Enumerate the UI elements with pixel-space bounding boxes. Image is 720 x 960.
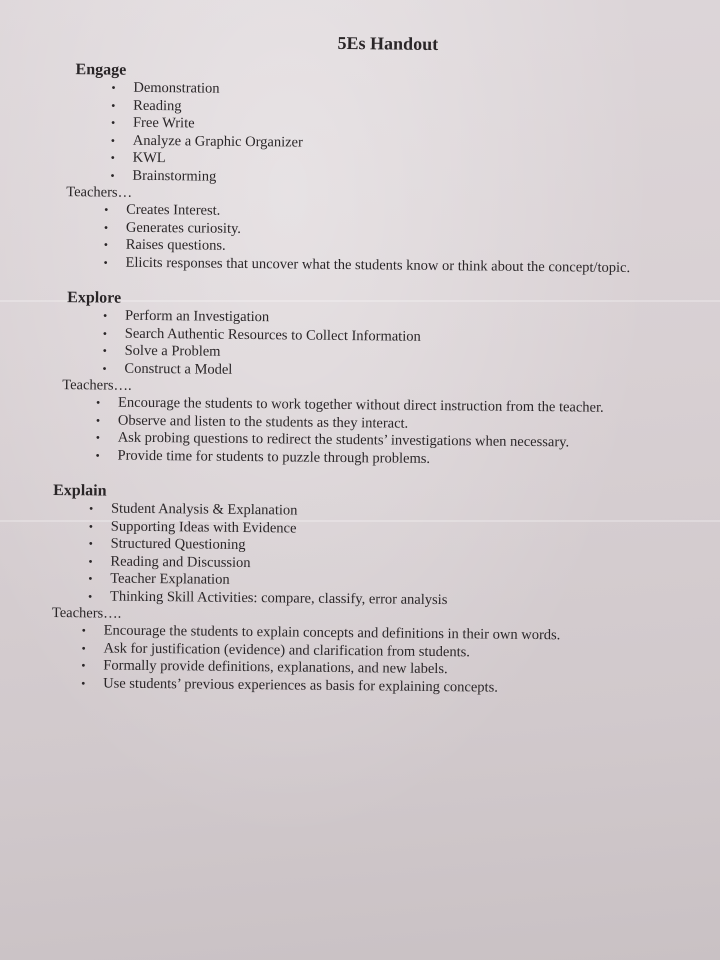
teacher-list — [51, 622, 692, 699]
bullet-icon: • — [88, 588, 93, 603]
bullet-icon: • — [111, 80, 116, 95]
list-item: • Supporting Ideas with Evidence — [88, 518, 297, 537]
list-item: • Ask probing questions to redirect the students’ investigations when necessary. — [95, 429, 570, 451]
bullet-icon: • — [110, 133, 116, 148]
list-item: • Free Write — [110, 114, 195, 132]
bullet-icon: • — [104, 202, 109, 217]
list-item: • Raises questions. — [103, 236, 226, 254]
list-item: • Search Authentic Resources to Collect Information — [102, 325, 421, 345]
list-item: • Use students’ previous experiences as basis for explaining concepts. — [81, 675, 498, 696]
bullet-icon: • — [96, 395, 101, 410]
teacher-list — [65, 394, 694, 471]
list-item: • Student Analysis & Explanation — [88, 500, 298, 519]
list-item: • Ask for justification (evidence) and clarification from students. — [81, 640, 471, 660]
bullet-icon: • — [102, 325, 108, 341]
list-item: • Encourage the students to explain concepts and definitions in their own words. — [81, 622, 561, 644]
activity-list — [74, 79, 697, 191]
section-heading: Explain — [53, 481, 107, 500]
section-explore — [62, 289, 695, 471]
list-item: • KWL — [110, 149, 166, 167]
bullet-icon: • — [81, 623, 86, 638]
section-heading: Engage — [75, 61, 127, 79]
list-item: • Brainstorming — [110, 167, 217, 185]
bullet-icon: • — [81, 640, 86, 655]
bullet-icon: • — [110, 150, 115, 165]
bullet-icon: • — [95, 412, 101, 427]
bullet-icon: • — [110, 168, 115, 183]
activity-list — [52, 500, 693, 612]
bullet-icon: • — [111, 98, 116, 113]
list-item: • Solve a Problem — [102, 342, 221, 360]
teachers-label: Teachers… — [66, 184, 133, 201]
bullet-icon: • — [103, 237, 109, 252]
bullet-icon: • — [102, 360, 107, 376]
list-item: • Elicits responses that uncover what the students know or think about the concept/topic. — [103, 254, 631, 276]
list-item: • Reading and Discussion — [88, 553, 251, 571]
bullet-icon: • — [81, 658, 86, 673]
list-item: • Creates Interest. — [104, 201, 221, 219]
bullet-icon: • — [81, 675, 86, 690]
handout-content — [51, 30, 698, 717]
bullet-icon: • — [95, 430, 101, 445]
bullet-icon: • — [88, 536, 93, 551]
list-item: • Perform an Investigation — [102, 307, 270, 326]
list-item: • Demonstration — [111, 79, 220, 97]
list-item: • Analyze a Graphic Organizer — [110, 132, 303, 151]
list-item: • Teacher Explanation — [88, 570, 230, 588]
bullet-icon: • — [88, 553, 93, 568]
list-item: • Observe and listen to the students as they interact. — [95, 412, 409, 432]
bullet-icon: • — [95, 447, 100, 462]
bullet-icon: • — [102, 308, 108, 323]
teacher-list — [73, 201, 696, 278]
section-heading: Explore — [67, 289, 122, 307]
list-item: • Encourage the students to work together without direct instruction from the teacher. — [96, 394, 604, 416]
teachers-label: Teachers…. — [51, 604, 122, 622]
bullet-icon: • — [110, 115, 116, 130]
bullet-icon: • — [88, 501, 94, 516]
bullet-icon: • — [102, 343, 107, 358]
bullet-icon: • — [88, 571, 93, 586]
bullet-icon: • — [88, 518, 94, 533]
bullet-icon: • — [103, 219, 109, 235]
list-item: • Thinking Skill Activities: compare, classify, error analysis — [88, 588, 448, 608]
activity-list — [66, 307, 695, 384]
list-item: • Construct a Model — [102, 360, 233, 378]
list-item: • Generates curiosity. — [103, 219, 242, 237]
list-item: • Structured Questioning — [88, 535, 246, 553]
section-engage — [66, 61, 697, 278]
list-item: • Reading — [111, 97, 182, 114]
teachers-label: Teachers…. — [62, 377, 132, 394]
page-title: 5Es Handout — [337, 32, 439, 54]
list-item: • Formally provide definitions, explanations, and new labels. — [81, 657, 448, 678]
section-explain — [51, 482, 693, 699]
list-item: • Provide time for students to puzzle through problems. — [95, 447, 431, 467]
bullet-icon: • — [103, 254, 108, 270]
